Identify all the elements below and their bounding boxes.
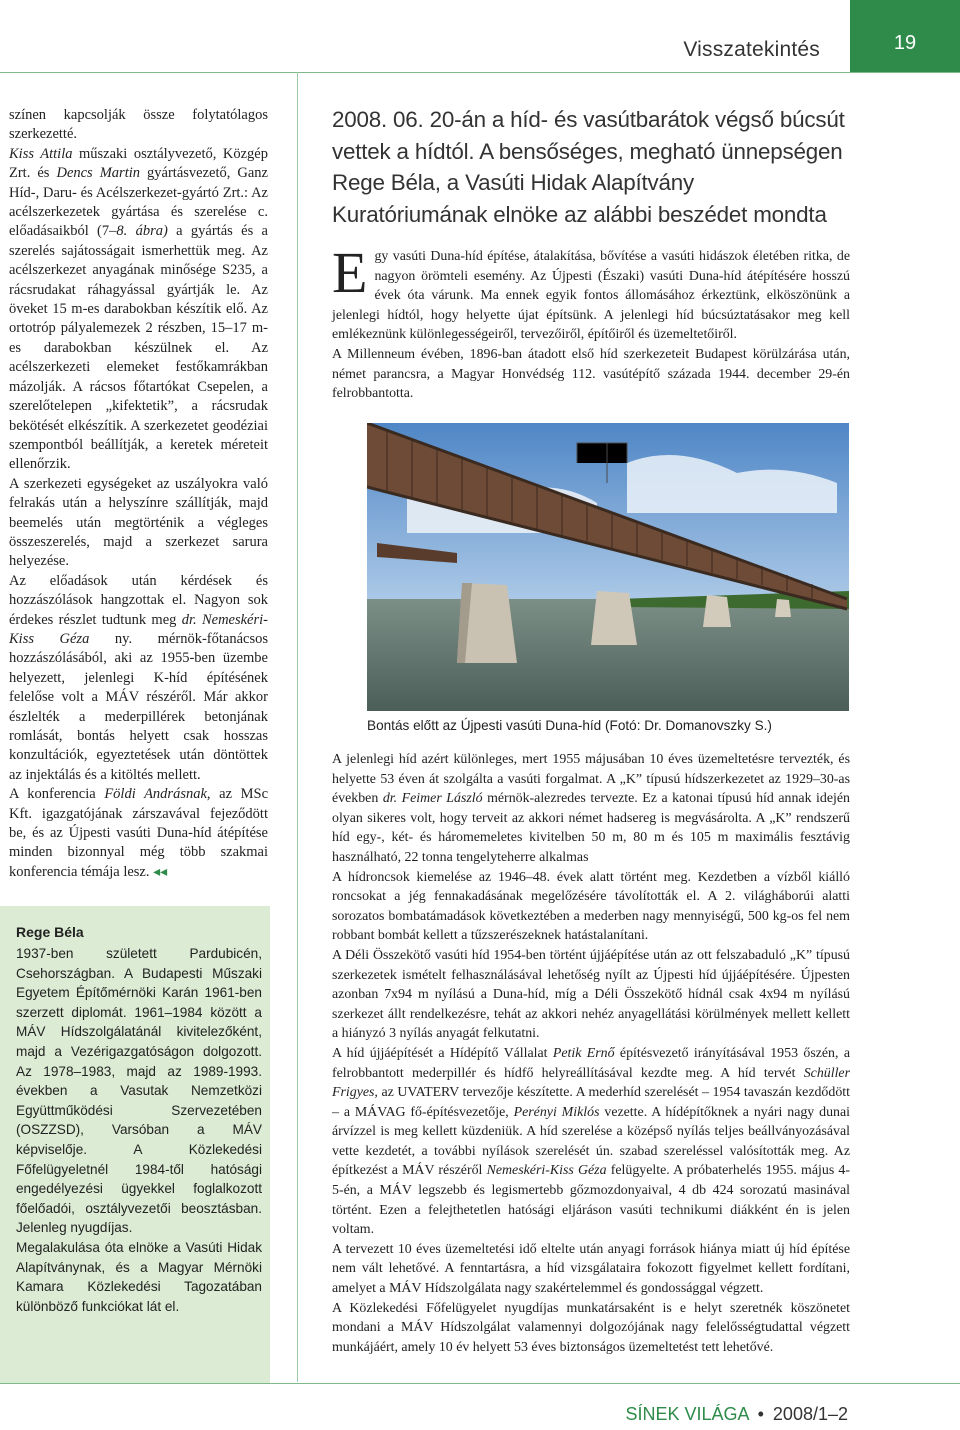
text-span: felügyelte. A próbaterhelés 1955. május 4-5-én, a MÁV legszebb és legismertebb gőzmozdonyaival, 4 db 424 sorozatú masinával történt. Ezen a felejthetetlen hatósági eljáráson vasúti technikumi diákként én is jelen voltam. [332,1163,851,1238]
person-name: Dencs Martin [56,165,141,182]
footer [625,1404,848,1425]
figure-ref: 8. ábra) [116,223,168,240]
text-span: A híd újjáépítését a Hídépítő Vállalat [332,1045,553,1061]
header-rule [0,72,960,73]
left-paragraph [9,145,268,475]
person-name: Schüller Frigyes, [332,1065,850,1101]
page-header [0,0,960,72]
left-column [9,106,268,882]
article-body [332,750,850,1357]
text-span: az UVATERV tervezője készítette. A mederhíd szerelését – 1954 tavaszán kezdődött – a MÁVAG fő-építésvezetője, [332,1085,850,1120]
drop-cap: E [332,240,368,305]
footer-rule [0,1383,960,1384]
right-column [332,104,850,404]
text-span: mérnök-alezredes tervezte. Ez a katonai típusú híd annak idején olyan sikeres volt, hogy terveit az akkori német hadsereg is megvásárolta. A „K” rendszerű híd egy-, két- és háromemeletes kivitelben 50 m, 80 m és 105 m maximális fesztávig használható, 22 tonna tengelyteherre alkalmas [332,791,850,865]
text-span: Az előadások után kérdések és hozzászólások hangzottak el. Nagyon sok érdekes részlet tudtunk meg [9,572,268,628]
body-paragraph: A tervezett 10 éves üzemeltetési idő eltelte után anyagi források hiánya miatt új híd építése nem vált lehetővé. A fenntartásra, a híd vizsgálataira fokozott figyelmet kellett fordítani, amelyet a MÁV Hídszolgálata nagy szakértelemmel és gondossággal végzett. [332,1241,850,1297]
end-mark-icon: ◂◂ [153,863,168,880]
left-paragraph [9,785,268,882]
magazine-name-part2: VILÁGA [684,1404,749,1424]
photo-caption: Bontás előtt az Újpesti vasúti Duna-híd (Fotó: Dr. Domanovszky S.) [367,718,772,733]
issue-number: 2008/1–2 [772,1404,848,1424]
text-span: A konferencia [9,786,105,803]
magazine-name-part1: SÍNEK [625,1404,680,1424]
text-span: vezette. A hídépítőknek a nyári nagy dunai árvízzel is meg kellett küzdeniük. A híd szerelése a középső nyílás teljes beállványozásával vette kezdetét, a további nyílások szerelését ún. szabad szereléssel valósították meg. Az építkezést a MÁV részéről [332,1104,850,1179]
article-headline: 2008. 06. 20-án a híd- és vasútbarátok végső búcsút vettek a hídtól. A bensőséges, megható ünnepségen Rege Béla, a Vasúti Hidak Alapítvány Kuratóriumának elnöke az alábbi beszédet mondta [332,107,845,227]
left-paragraph [9,572,268,785]
person-name: Nemeskéri-Kiss Géza [486,1163,607,1179]
page-number-tab [850,0,960,72]
bridge-photo-image [367,423,849,711]
page-number: 19 [893,31,917,54]
intro-paragraph: A Millenneum évében, 1896-ban átadott első híd szerkezeteit Budapest körülzárása után, német parancsra, a Magyar Honvédség 112. vasútépítő százada 1944. december 29-én felrobbantotta. [332,346,850,402]
body-paragraph: A Déli Összekötő vasúti híd 1954-ben történt újjáépítése után az ott felszabaduló „K” típusú szerkezetek ismételt felhasználásával lehetőség nyílt az Újpesti híd újjáépítésére. Újpesten azonban 7x94 m nyílású a Duna-híd, míg a Déli Összekötő hídnál csak 4x94 m nyílású szerkezet állt rendelkezésre, tehát az akkori nehéz anyagellátási körülmények mellett kellett a hiányzó 3 nyílás anyagát felkutatni. [332,947,850,1042]
text-span: ny. mérnök-főtanácsos hozzászólásából, aki az 1955-ben üzembe helyezett, jelenlegi K-híd építésének felelőse volt a MÁV részéről. Már akkor észlelték a mederpillérek betonjának romlását, bontás helyett csak hosszas konzultációk, egyeztetések után döntöttek az injektálás és a kitöltés mellett. [9,630,268,783]
body-paragraph: A Közlekedési Főfelügyelet nyugdíjas munkatársaként is e helyt szeretnék köszönetet mondani a MÁV Hídszolgálat valamennyi dolgozójának nagy felelősségtudattal végzett munkájáért, amely 10 év helyett 53 éves biztonságos üzemeltetést tett lehetővé. [332,1300,850,1355]
person-name: dr. Feimer László [382,791,483,807]
bullet-separator: • [757,1404,764,1424]
column-divider [297,72,298,1382]
person-name: dr. Nemeskéri-Kiss Géza [9,611,268,647]
text-span: műszaki osztályvezető, Közgép Zrt. és [9,145,268,182]
section-title: Visszatekintés [683,38,820,61]
bridge-photo [367,423,849,711]
person-name: Petik Ernő [552,1045,615,1061]
bio-box [0,906,270,1384]
text-span: a gyártás és a szerelés sajátosságait ismerhettük meg. Az acélszerkezet anyagának minősége S235, a rácsrudakat ráhagyással gyártják le. Az öveket 15 m-es darabokban készítik elő. Az ortotróp pályalemezek 2 részben, 15–17 m-es darabokban készülnek el. Az acélszerkezeti elemeket festőkamrákban mázolják. A rácsos főtartókat Csepelen, a szerelőtelepen „kifektetik”, a rácsrudak bekötését elkészítik. A szerkezetet geodéziai szempontból beállítják, a keretek méreteit ellenőrzik. [9,223,268,473]
left-paragraph: A szerkezeti egységeket az uszályokra való felrakás után a helyszínre szállítják, majd beemelés után megtörténik a végleges összeszerelés, majd a szerkezet sarura helyezése. [9,475,268,570]
person-name: Földi Andrásnak, [104,786,211,803]
person-name: Perényi Miklós [513,1104,600,1120]
bio-name: Rege Béla [16,924,84,940]
left-paragraph: színen kapcsolják össze folytatólagos szerkezetté. [9,107,268,143]
body-paragraph: A hídroncsok kiemelése az 1946–48. évek alatt történt meg. Kezdetben a vízből kiálló roncsokat a jég fennakadásának megelőzésére távolították el. A 2. világháborúi alatti sorozatos bombatámadások következtében a mederben nagy mennyiségű, 500 kg-os fel nem robbant bombát kellett a tűzszerészeknek hatástalanítani. [332,869,850,944]
body-paragraph [332,1044,850,1240]
text-span: A jelenlegi híd azért különleges, mert 1955 májusában 10 éves üzemeltetésre tervezték, és helyette 53 éven át szolgálta a vasúti forgalmat. A „K” típusú hídszerkezetet az 1929–30-as években [332,752,850,807]
text-span: építésvezető irányításával 1953 őszén, a felrobbantott mederpillér és hídfő helyreállításával kezdte meg. A híd tervét [332,1045,850,1081]
bio-text: 1937-ben született Pardubicén, Csehországban. A Budapesti Műszaki Egyetem Építőmérnöki Karán 1961-ben szerzett diplomát. 1961–1984 között a MÁV Hídszolgálatánál kivitelezőként, majd a Vezérigazgatóságon dolgozott. Az 1978–1983, majd az 1989-1993. években a Vasutak Nemzetközi Együttműködési Szervezetében (OSZZSD), Varsóban a MÁV képviselője. A Közlekedési Főfelügyeletnél 1984-től hatósági engedélyezési ügyekkel foglalkozott főelőadói, osztályvezetői beosztásban. Jelenleg nyugdíjas. [16,946,262,1236]
person-name: Kiss Attila [9,145,73,162]
body-paragraph [332,750,850,868]
article-intro [332,240,850,404]
text-span: az MSc Kft. igazgatójának zárszavával fejeződött be, és az Újpesti vasúti Duna-híd átépítése minden bizonnyal még több szakmai konferencia témája lesz. [9,786,269,880]
intro-paragraph: gy vasúti Duna-híd építése, átalakítása, bővítése a vasúti hidászok életében ritka, de nagyon örömteli esemény. Az Újpesti (Északi) vasúti Duna-híd átépítésére hosszú évek óta várunk. Ma ennek egyik fontos állomásához érkeztünk, elköszönünk a jelenlegi hídtól, hogy helyette újat építsünk. A jelenlegi híd búcsúztatásakor meg kell emlékeznünk különlegességeiről, tervezőiről, építőiről és üzemeltetőiről. [332,249,850,343]
text-span: gyártásvezető, Ganz Híd-, Daru- és Acélszerkezet-gyártó Zrt.: Az acélszerkezetek gyártása és szerelése c. előadásaikból (7– [9,165,268,240]
bio-text: Megalakulása óta elnöke a Vasúti Hidak Alapítványnak, és a Magyar Mérnöki Kamara Közlekedési Tagozatában különböző funkciókat lát el. [16,1239,262,1314]
